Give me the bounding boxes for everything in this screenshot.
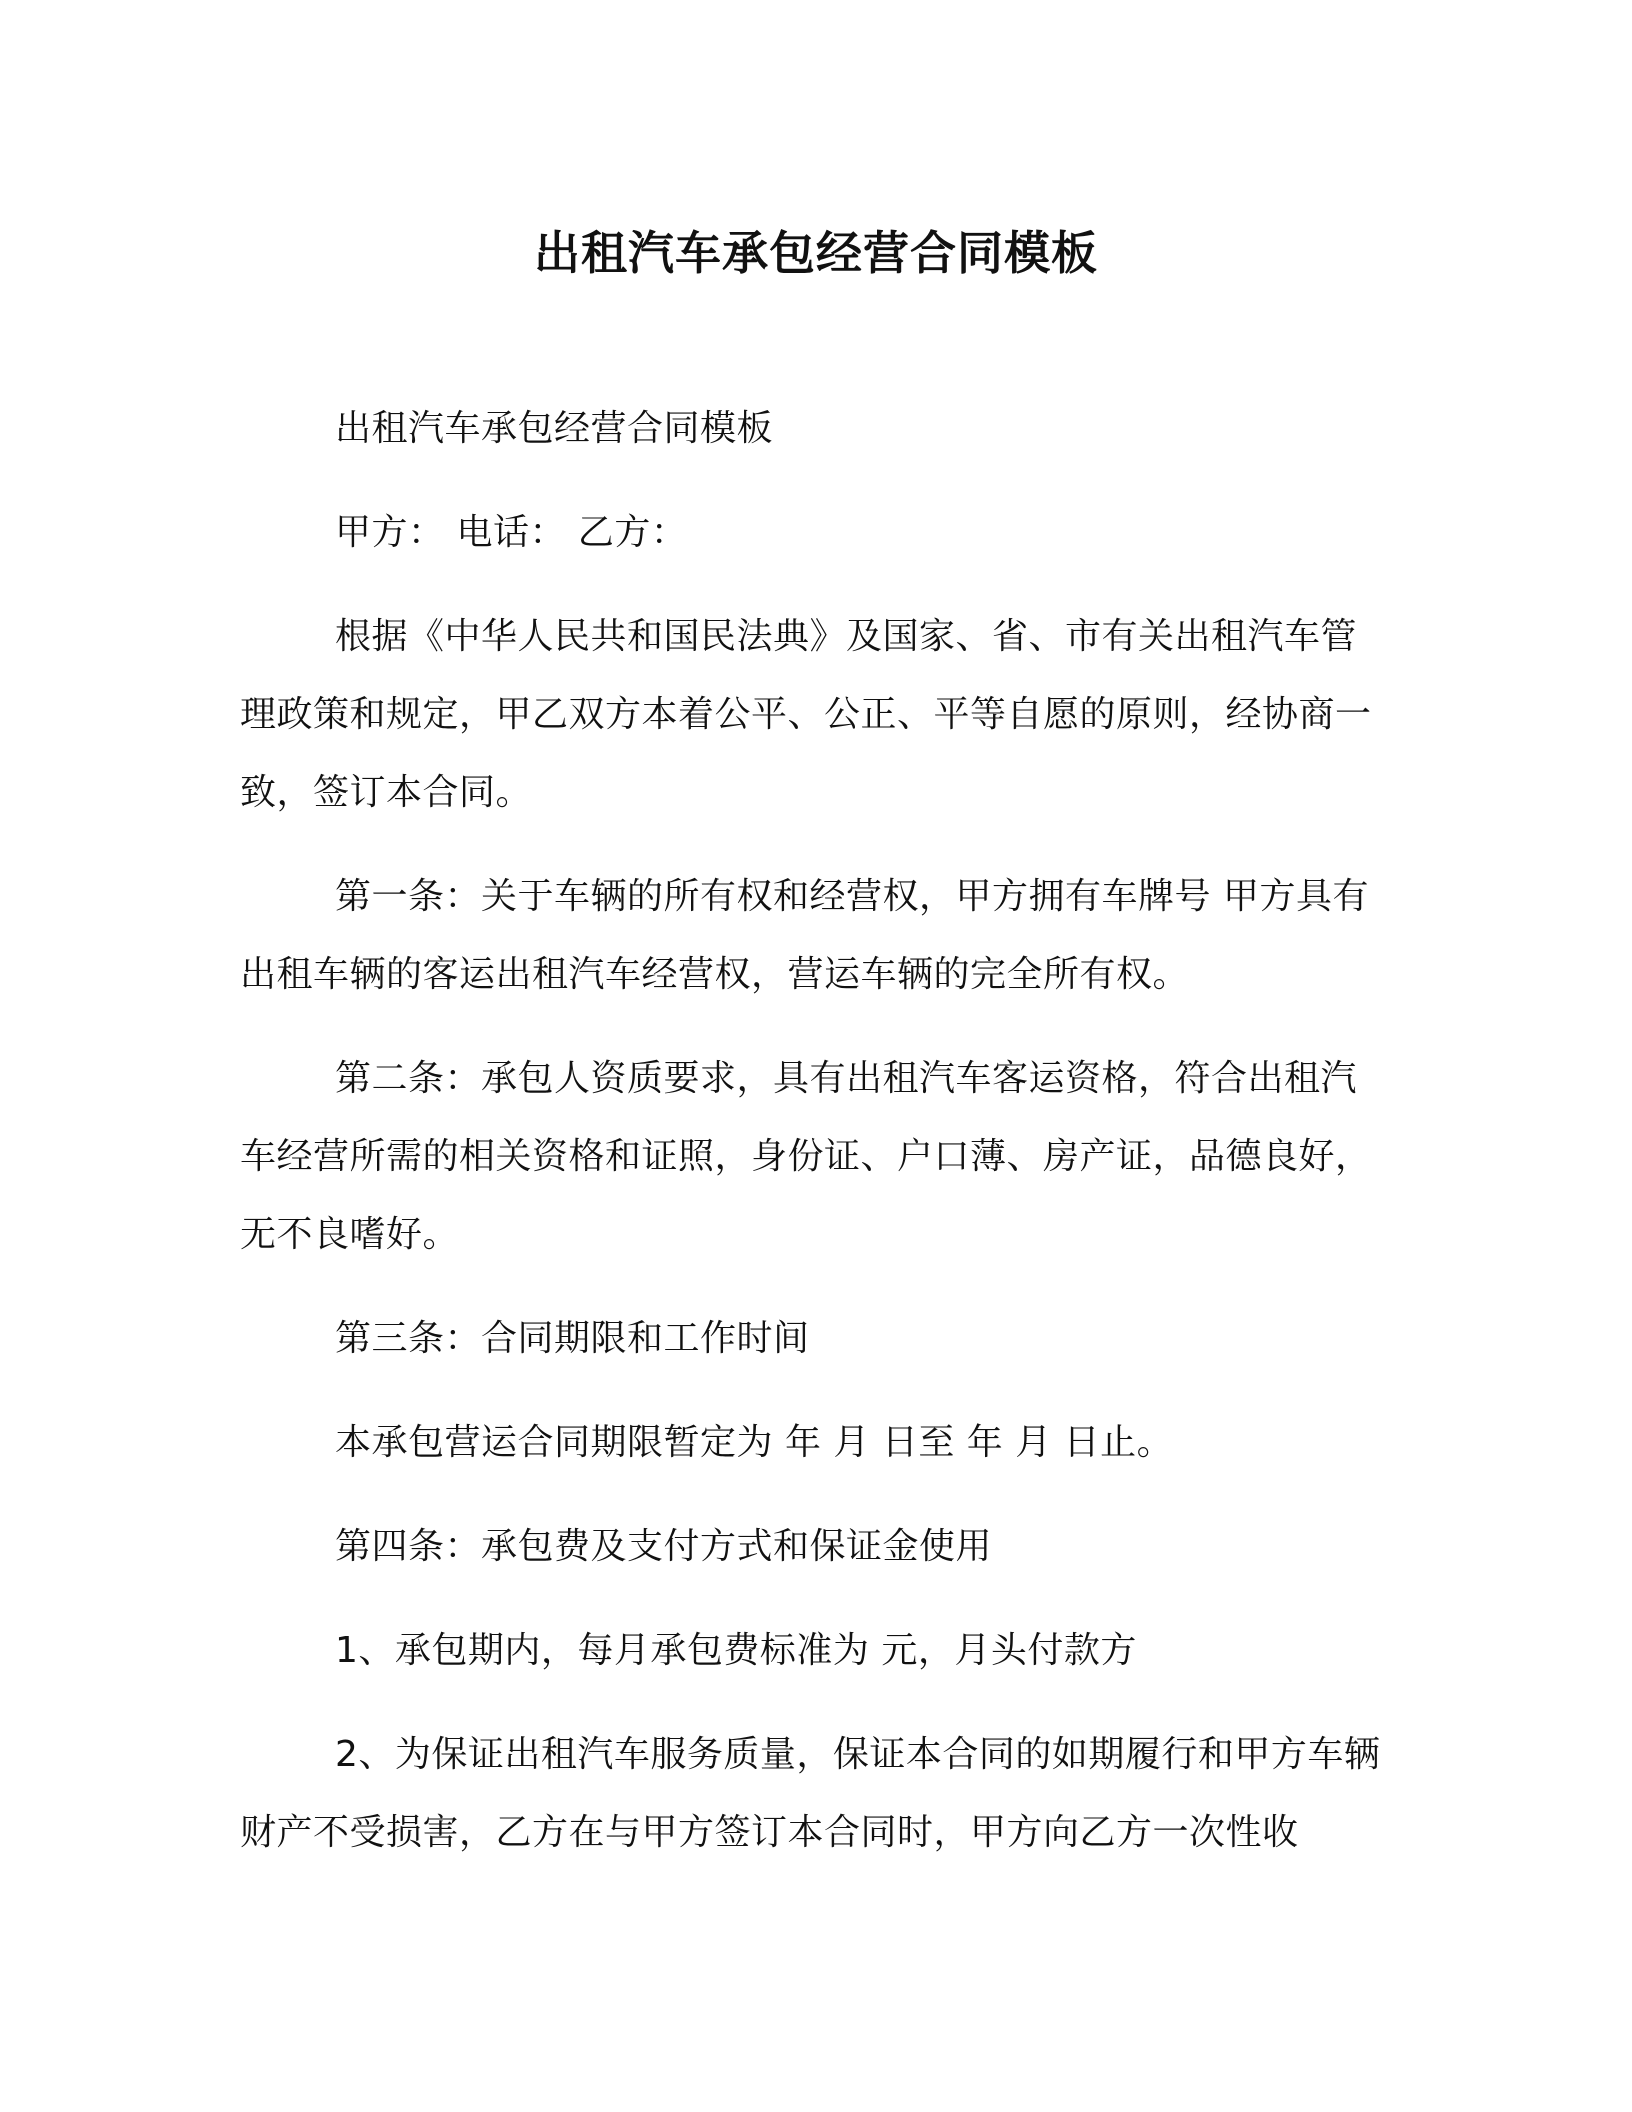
- paragraph-contract-term: 本承包营运合同期限暂定为 年 月 日至 年 月 日止。: [335, 1422, 1174, 1463]
- paragraph-article-2: 第二条：承包人资质要求，具有出租汽车客运资格，符合出租汽车经营所需的相关资格和证照，身份证、户口薄、房产证，品德良好，无不良嗜好。: [240, 1058, 1372, 1255]
- paragraph-fee-item-1: 1、承包期内，每月承包费标准为 元，月头付款方: [335, 1630, 1137, 1671]
- paragraph-article-1: 第一条：关于车辆的所有权和经营权，甲方拥有车牌号 甲方具有出租车辆的客运出租汽车经营权，营运车辆的完全所有权。: [240, 876, 1369, 995]
- paragraph-article-4: 第四条：承包费及支付方式和保证金使用: [335, 1526, 993, 1567]
- document-body: [240, 390, 1390, 1898]
- paragraph-heading: 出租汽车承包经营合同模板: [335, 408, 774, 449]
- paragraph-parties: 甲方： 电话： 乙方：: [335, 512, 688, 553]
- paragraph-article-3: 第三条：合同期限和工作时间: [335, 1318, 810, 1359]
- paragraph-preamble: 根据《中华人民共和国民法典》及国家、省、市有关出租汽车管理政策和规定，甲乙双方本着公平、公正、平等自愿的原则，经协商一致，签订本合同。: [240, 616, 1372, 813]
- paragraph-fee-item-2: 2、为保证出租汽车服务质量，保证本合同的如期履行和甲方车辆财产不受损害，乙方在与甲方签订本合同时，甲方向乙方一次性收: [240, 1734, 1381, 1853]
- document-title: 出租汽车承包经营合同模板: [534, 226, 1098, 280]
